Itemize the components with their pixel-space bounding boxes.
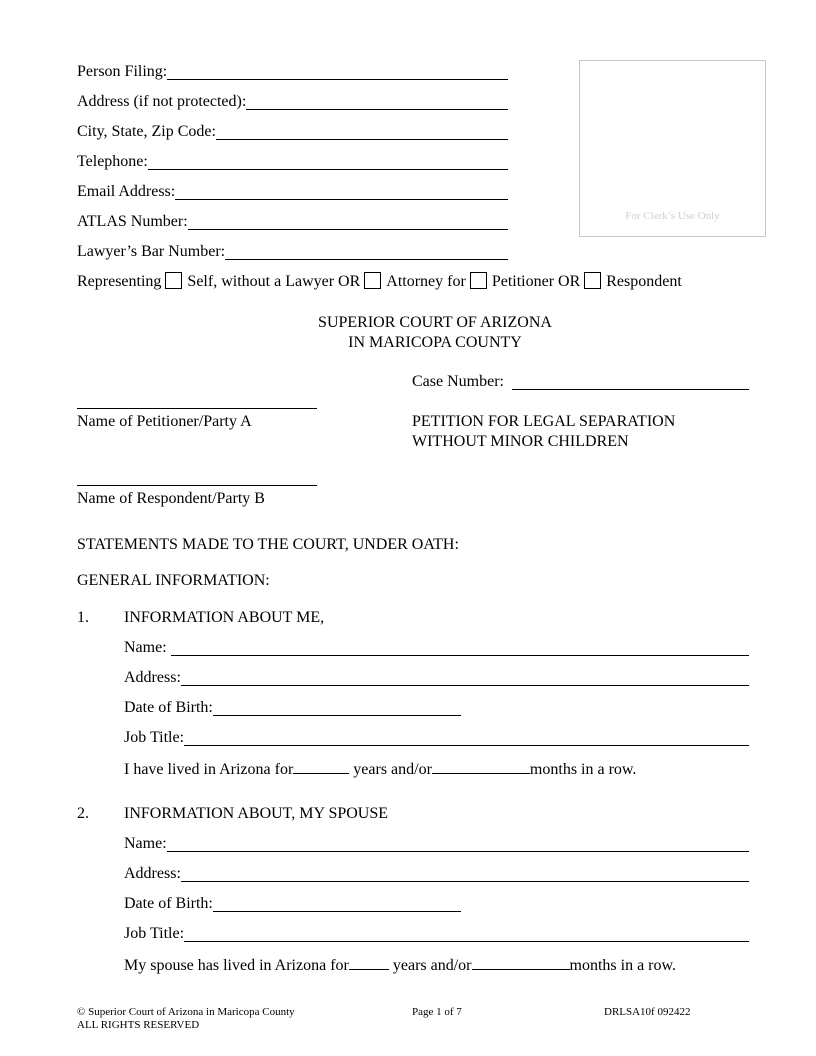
court-county: IN MARICOPA COUNTY — [348, 334, 522, 351]
petitioner-name-label: Name of Petitioner/Party A — [77, 413, 252, 430]
spouse-job-row — [124, 924, 749, 944]
person-filing-field[interactable] — [167, 64, 508, 80]
respondent-name-line[interactable] — [77, 485, 317, 486]
spouse-residency-mid: years and/or — [392, 957, 472, 974]
email-label: Email Address: — [77, 183, 176, 200]
atlas-field[interactable] — [188, 214, 508, 230]
telephone-row — [77, 152, 508, 172]
general-information-heading: GENERAL INFORMATION: — [77, 572, 270, 589]
my-residency-suffix: months in a row. — [529, 761, 637, 778]
my-residency-row — [124, 758, 636, 780]
spouse-months-field[interactable] — [472, 954, 570, 970]
my-years-field[interactable] — [293, 758, 349, 774]
spouse-name-field[interactable] — [167, 836, 749, 852]
spouse-name-row — [124, 834, 749, 854]
self-checkbox[interactable] — [165, 272, 182, 289]
spouse-residency-row — [124, 954, 676, 976]
my-address-field[interactable] — [181, 670, 749, 686]
my-name-field[interactable] — [171, 640, 749, 656]
telephone-label: Telephone: — [77, 153, 148, 170]
my-job-label: Job Title: — [124, 729, 185, 746]
respondent-name-label: Name of Respondent/Party B — [77, 490, 265, 507]
spouse-name-label: Name: — [124, 835, 167, 852]
my-name-row — [124, 638, 749, 658]
person-filing-row — [77, 62, 508, 82]
spouse-residency-prefix: My spouse has lived in Arizona for — [124, 957, 349, 974]
city-state-zip-field[interactable] — [216, 124, 508, 140]
my-address-label: Address: — [124, 669, 181, 686]
clerk-use-box — [579, 60, 766, 237]
footer-page-number: Page 1 of 7 — [412, 1006, 462, 1018]
self-option-label: Self, without a Lawyer OR — [187, 273, 361, 290]
section1-title: INFORMATION ABOUT ME, — [124, 609, 325, 626]
petitioner-option-label: Petitioner OR — [491, 273, 581, 290]
atlas-row — [77, 212, 508, 232]
spouse-dob-field[interactable] — [213, 896, 461, 912]
my-dob-field[interactable] — [213, 700, 461, 716]
representing-label: Representing — [77, 273, 162, 290]
spouse-address-field[interactable] — [181, 866, 749, 882]
my-residency-mid: years and/or — [353, 761, 432, 778]
address-label: Address (if not protected): — [77, 93, 247, 110]
case-number-label: Case Number: — [412, 373, 504, 390]
section1-number: 1. — [77, 609, 89, 626]
email-field[interactable] — [175, 184, 508, 200]
person-filing-label: Person Filing: — [77, 63, 168, 80]
spouse-residency-suffix: months in a row. — [569, 957, 677, 974]
section2-number: 2. — [77, 805, 89, 822]
spouse-years-field[interactable] — [349, 954, 389, 970]
footer-copyright: © Superior Court of Arizona in Maricopa County — [77, 1006, 295, 1018]
my-dob-label: Date of Birth: — [124, 699, 213, 716]
attorney-option-label: Attorney for — [386, 273, 466, 290]
city-state-zip-label: City, State, Zip Code: — [77, 123, 216, 140]
spouse-dob-row — [124, 894, 461, 914]
petition-title-line2: WITHOUT MINOR CHILDREN — [412, 433, 629, 450]
petition-title-line1: PETITION FOR LEGAL SEPARATION — [412, 413, 676, 430]
my-address-row — [124, 668, 749, 688]
respondent-checkbox[interactable] — [584, 272, 601, 289]
bar-number-row — [77, 242, 508, 262]
my-dob-row — [124, 698, 461, 718]
clerk-use-text: For Clerk’s Use Only — [625, 210, 720, 222]
section2-title: INFORMATION ABOUT, MY SPOUSE — [124, 805, 389, 822]
spouse-dob-label: Date of Birth: — [124, 895, 213, 912]
spouse-address-label: Address: — [124, 865, 181, 882]
representing-row — [77, 272, 682, 292]
statements-heading: STATEMENTS MADE TO THE COURT, UNDER OATH: — [77, 536, 459, 553]
attorney-checkbox[interactable] — [364, 272, 381, 289]
address-field[interactable] — [246, 94, 508, 110]
my-name-label: Name: — [124, 639, 167, 656]
spouse-job-label: Job Title: — [124, 925, 185, 942]
address-row — [77, 92, 508, 112]
spouse-job-field[interactable] — [184, 926, 749, 942]
my-months-field[interactable] — [432, 758, 530, 774]
my-job-field[interactable] — [184, 730, 749, 746]
footer-form-code: DRLSA10f 092422 — [604, 1006, 691, 1018]
my-job-row — [124, 728, 749, 748]
telephone-field[interactable] — [148, 154, 508, 170]
respondent-option-label: Respondent — [606, 273, 682, 290]
court-name: SUPERIOR COURT OF ARIZONA — [318, 314, 552, 331]
city-state-zip-row — [77, 122, 508, 142]
petitioner-name-line[interactable] — [77, 408, 317, 409]
bar-number-field[interactable] — [225, 244, 508, 260]
spouse-address-row — [124, 864, 749, 884]
email-row — [77, 182, 508, 202]
atlas-label: ATLAS Number: — [77, 213, 188, 230]
bar-number-label: Lawyer’s Bar Number: — [77, 243, 226, 260]
footer-rights: ALL RIGHTS RESERVED — [77, 1019, 200, 1031]
case-number-row — [412, 372, 749, 392]
my-residency-prefix: I have lived in Arizona for — [124, 761, 294, 778]
petitioner-checkbox[interactable] — [470, 272, 487, 289]
case-number-field[interactable] — [512, 374, 749, 390]
